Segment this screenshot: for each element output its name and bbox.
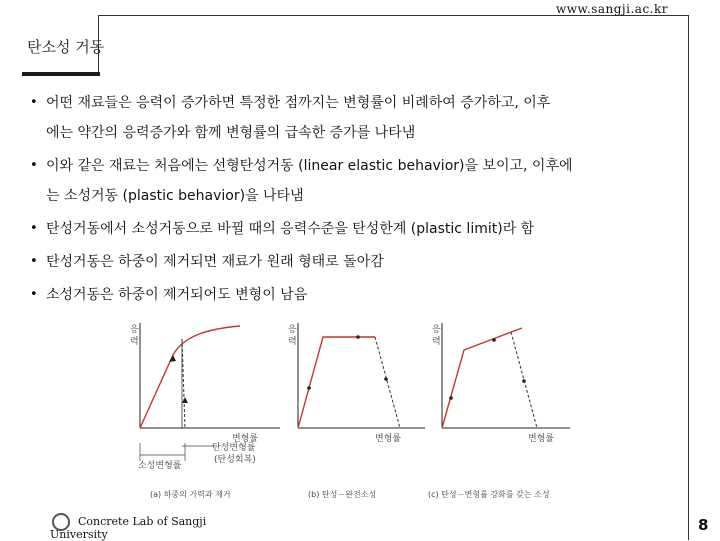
arrow-icon xyxy=(169,355,176,362)
plot-c xyxy=(428,323,570,499)
x-axis-label: 변형률 xyxy=(528,434,555,444)
y-label-top: 응 xyxy=(130,325,139,335)
page-number: 8 xyxy=(698,516,709,534)
plastic-strain-label: 소성변형률 xyxy=(138,461,182,471)
loading-curve xyxy=(298,337,375,428)
caption-a: (a) 하중의 가력과 제거 xyxy=(150,490,231,499)
bullet-item xyxy=(30,151,700,211)
y-label-top: 응 xyxy=(288,325,297,335)
bullet-item xyxy=(30,280,700,310)
university-logo-icon xyxy=(52,513,70,531)
bullet-dot-icon: • xyxy=(30,254,38,269)
caption-c: (c) 탄성－변형률 강화를 갖는 소성 xyxy=(428,490,550,499)
x-axis-label: 변형률 xyxy=(375,434,402,444)
arrow-icon xyxy=(182,397,188,403)
stress-strain-figure xyxy=(110,315,588,515)
loading-curve xyxy=(442,328,522,428)
caption-b: (b) 탄성－완전소성 xyxy=(308,490,377,499)
title-underline xyxy=(22,72,100,76)
bullet-text-line: 탄성거동에서 소성거동으로 바뀔 때의 응력수준을 탄성한계 (plastic limit)라 함 xyxy=(46,221,535,237)
bullet-text-line: 소성거동은 하중이 제거되어도 변형이 남음 xyxy=(46,287,308,303)
arrow-icon xyxy=(492,338,496,342)
bullet-text-line: 이와 같은 재료는 처음에는 선형탄성거동 (linear elastic behavior)을 보이고, 이후에 xyxy=(46,158,573,174)
plot-b xyxy=(288,323,425,499)
y-label-bottom: 력 xyxy=(130,337,139,347)
footer-line-1: Concrete Lab of Sangji xyxy=(78,515,207,528)
bullet-dot-icon: • xyxy=(30,95,38,110)
arrow-icon xyxy=(522,379,526,383)
bullet-item xyxy=(30,247,700,277)
plot-a xyxy=(130,323,280,499)
arrow-icon xyxy=(384,377,388,381)
bullet-dot-icon: • xyxy=(30,221,38,236)
bullet-text-line: 는 소성거동 (plastic behavior)을 나타냄 xyxy=(46,188,304,204)
unloading-line xyxy=(375,337,400,428)
footer xyxy=(50,515,220,541)
elastic-strain-label: 탄성변형률 xyxy=(212,443,256,453)
bullet-text-line: 어떤 재료들은 응력이 증가하면 특정한 점까지는 변형률이 비례하여 증가하고, 이후 xyxy=(46,95,551,111)
y-label-bottom: 력 xyxy=(432,337,441,347)
elastic-recovery-label: (탄성회복) xyxy=(214,455,256,465)
bullet-item xyxy=(30,214,700,244)
page-title: 탄소성 거동 xyxy=(27,38,105,56)
y-label-bottom: 력 xyxy=(288,337,297,347)
footer-line-2: University xyxy=(50,528,108,541)
bullet-dot-icon: • xyxy=(30,287,38,302)
unloading-line xyxy=(182,339,185,428)
loading-curve xyxy=(140,326,240,428)
bullet-text-line: 탄성거동은 하중이 제거되면 재료가 원래 형태로 돌아감 xyxy=(46,254,384,270)
arrow-icon xyxy=(356,335,360,339)
arrow-icon xyxy=(449,396,453,400)
y-label-top: 응 xyxy=(432,325,441,335)
arrow-icon xyxy=(307,386,311,390)
bullet-text-line: 에는 약간의 응력증가와 함께 변형률의 급속한 증가를 나타냄 xyxy=(46,125,416,141)
bullet-list xyxy=(30,88,700,313)
bullet-item xyxy=(30,88,700,148)
x-axis-label: 변형률 xyxy=(232,434,259,444)
site-url: www.sangji.ac.kr xyxy=(556,2,668,16)
bullet-dot-icon: • xyxy=(30,158,38,173)
